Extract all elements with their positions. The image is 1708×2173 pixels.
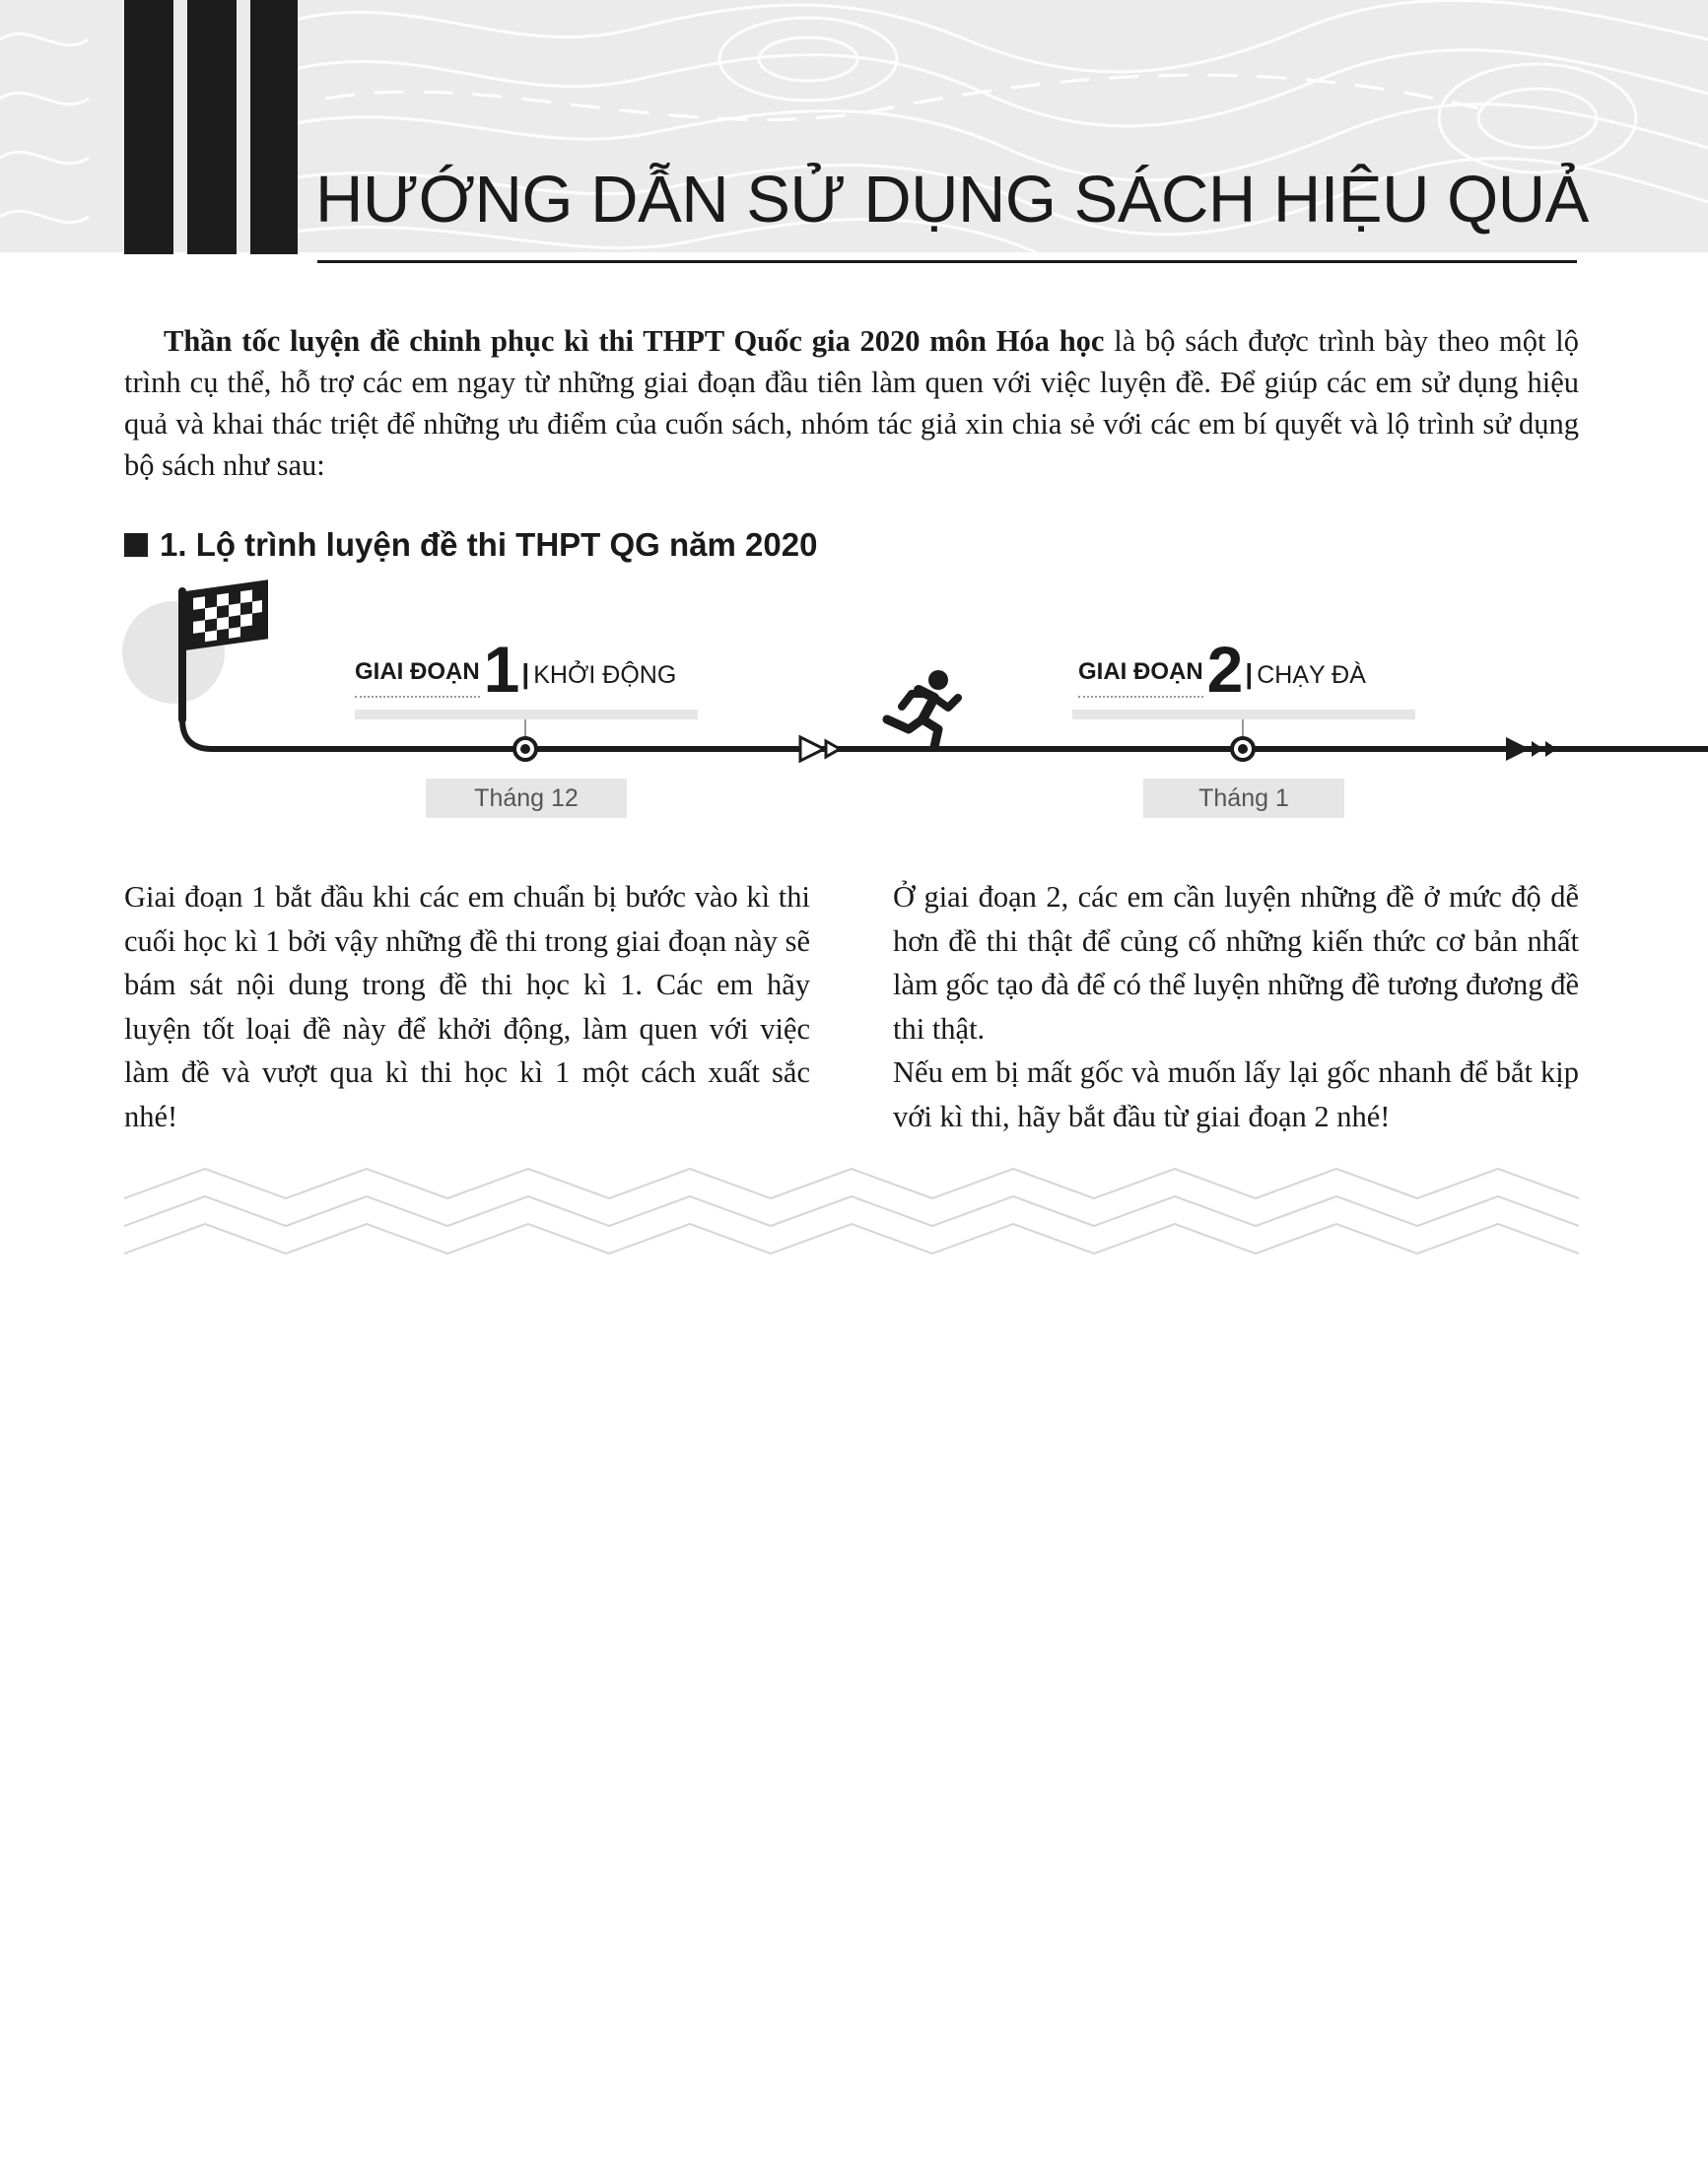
stage1-description [124,875,810,1138]
header-bar-2 [187,0,237,254]
stage1-month: Tháng 12 [426,779,627,818]
timeline-graphic [0,572,1708,828]
intro-paragraph [124,320,1579,486]
stage1-description-text: Giai đoạn 1 bắt đầu khi các em chuẩn bị bước vào kì thi cuối học kì 1 bởi vậy những đề thi trong giai đoạn này sẽ bám sát nội dung trong đề thi học kì 1. Các em hãy luyện tốt loại đề này để khởi động, làm quen với việc làm đề và vượt qua kì thi học kì 1 một cách xuất sắc nhé! [124,880,810,1133]
stage2-label [1078,633,1366,706]
stage2-underline [1072,710,1415,719]
stage2-prefix: GIAI ĐOẠN [1078,658,1203,698]
title-rule [317,260,1577,263]
stage2-separator: | [1245,658,1254,689]
arrow-icon [800,737,840,761]
header-bar-3 [250,0,298,254]
page-title: HƯỚNG DẪN SỬ DỤNG SÁCH HIỆU QUẢ [315,163,1589,237]
intro-bold: Thần tốc luyện đề chinh phục kì thi THPT Quốc gia 2020 môn Hóa học [164,324,1105,358]
stage1-separator: | [521,658,530,689]
stage1-label [355,633,677,706]
stage2-description-text: Ở giai đoạn 2, các em cần luyện những đề ở mức độ dễ hơn đề thi thật để củng cố những kiến thức cơ bản nhất làm gốc tạo đà để có thể luyện những đề tương đương đề thi thật. [893,880,1579,1046]
section-heading-text: 1. Lộ trình luyện đề thi THPT QG năm 2020 [160,526,818,563]
stage2-description-text-2: Nếu em bị mất gốc và muốn lấy lại gốc nhanh để bắt kịp với kì thi, hãy bắt đầu từ giai đoạn 2 nhé! [893,1055,1579,1133]
header-bar-1 [124,0,173,254]
stage1-prefix: GIAI ĐOẠN [355,658,480,698]
stage1-underline [355,710,698,719]
intro-rest: là bộ sách được trình bày theo một lộ trình cụ thể, hỗ trợ các em ngay từ những giai đoạn đầu tiên làm quen với việc luyện đề. Để giúp các em sử dụng hiệu quả và khai thác triệt để những ưu điểm của cuốn sách, nhóm tác giả xin chia sẻ với các em bí quyết và lộ trình sử dụng bộ sách như sau: [124,324,1580,482]
section-heading [124,526,817,564]
arrow-icon [1506,737,1557,761]
stage1-name: KHỞI ĐỘNG [533,661,677,689]
stage1-number: 1 [483,633,520,706]
square-bullet-icon [124,533,148,557]
stage2-month: Tháng 1 [1143,779,1344,818]
stage2-name: CHẠY ĐÀ [1257,661,1366,689]
checkered-flag-icon [185,579,268,650]
running-person-icon [887,670,958,747]
timeline-line [182,719,1708,749]
zigzag-decoration [124,1165,1579,1259]
stage2-number: 2 [1206,633,1244,706]
stage2-description [893,875,1579,1138]
